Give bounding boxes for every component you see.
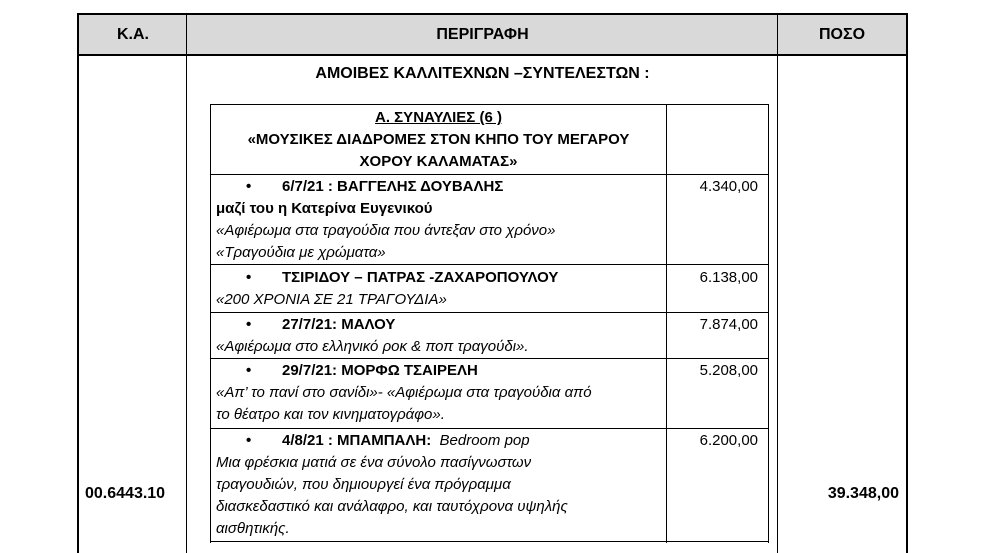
bullet-icon: • — [246, 432, 252, 449]
entry-amount: 4.340,00 — [699, 178, 758, 195]
column-divider — [777, 15, 778, 553]
entry-line: «Αφιέρωμα στο ελληνικό ροκ & ποπ τραγούδι». — [216, 338, 529, 355]
table-header — [79, 15, 906, 56]
main-title: ΑΜΟΙΒΕΣ ΚΑΛΛΙΤΕΧΝΩΝ –ΣΥΝΤΕΛΕΣΤΩΝ : — [315, 65, 650, 82]
entry-line: «Απ’ το πανί στο σανίδι»- «Αφιέρωμα στα τραγούδια από — [216, 384, 592, 401]
row-divider — [211, 358, 768, 359]
entry-amount: 6.138,00 — [699, 269, 758, 286]
row-divider — [211, 264, 768, 265]
row-divider — [211, 174, 768, 175]
concert-entry — [216, 430, 656, 540]
entry-amount: 5.208,00 — [699, 362, 758, 379]
row-divider — [211, 428, 768, 429]
header-amount: ΠΟΣΟ — [818, 26, 866, 43]
entry-heading: ΤΣΙΡΙΔΟΥ – ΠΑΤΡΑΣ -ΖΑΧΑΡΟΠΟΥΛΟΥ — [282, 269, 559, 286]
entry-amount: 6.200,00 — [699, 432, 758, 449]
entry-line: αισθητικής. — [216, 520, 290, 537]
entry-heading: 29/7/21: ΜΟΡΦΩ ΤΣΑΙΡΕΛΗ — [282, 362, 478, 379]
section-title — [211, 107, 666, 173]
concert-entry — [216, 314, 656, 358]
header-code: Κ.Α. — [117, 26, 149, 43]
bullet-icon: • — [246, 362, 252, 379]
header-description: ΠΕΡΙΓΡΑΦΗ — [436, 26, 529, 43]
entry-line: μαζί του η Κατερίνα Ευγενικού — [216, 200, 433, 217]
section-subtitle-line1: «ΜΟΥΣΙΚΕΣ ΔΙΑΔΡΟΜΕΣ ΣΤΟΝ ΚΗΠΟ ΤΟΥ ΜΕΓΑΡΟΥ — [247, 131, 630, 148]
account-code: 00.6443.10 — [85, 485, 166, 502]
bullet-icon: • — [246, 269, 252, 286]
concert-entry — [216, 360, 656, 426]
entry-genre: Bedroom pop — [439, 432, 530, 449]
bullet-icon: • — [246, 178, 252, 195]
row-divider — [211, 312, 768, 313]
entry-heading: 27/7/21: ΜΑΛΟΥ — [282, 316, 396, 333]
concert-entry — [216, 176, 656, 264]
bullet-icon: • — [246, 316, 252, 333]
row-divider — [211, 541, 768, 542]
entry-line: «200 ΧΡΟΝΙΑ ΣΕ 21 ΤΡΑΓΟΥΔΙΑ» — [216, 291, 447, 308]
entry-line: το θέατρο και τον κινηματογράφο». — [216, 406, 445, 423]
entry-line: Μια φρέσκια ματιά σε ένα σύνολο πασίγνωστων — [216, 454, 532, 471]
entry-line: «Τραγούδια με χρώματα» — [216, 244, 386, 261]
section-subtitle-line2: ΧΟΡΟΥ ΚΑΛΑΜΑΤΑΣ» — [359, 153, 518, 170]
entry-heading: 6/7/21 : ΒΑΓΓΕΛΗΣ ΔΟΥΒΑΛΗΣ — [282, 178, 504, 195]
concert-entry — [216, 267, 656, 311]
entry-amount: 7.874,00 — [699, 316, 758, 333]
entry-line: τραγουδιών, που δημιουργεί ένα πρόγραμμα — [216, 476, 511, 493]
concerts-table — [210, 104, 769, 543]
section-heading: Α. ΣΥΝΑΥΛΙΕΣ (6 ) — [375, 109, 502, 126]
entry-line: διασκεδαστικό και ανάλαφρο, και ταυτόχρονα υψηλής — [216, 498, 568, 515]
entry-heading: 4/8/21 : ΜΠΑΜΠΑΛΗ: — [282, 432, 432, 449]
column-divider — [186, 15, 187, 553]
total-amount: 39.348,00 — [827, 485, 899, 502]
entry-line: «Αφιέρωμα στα τραγούδια που άντεξαν στο χρόνο» — [216, 222, 556, 239]
